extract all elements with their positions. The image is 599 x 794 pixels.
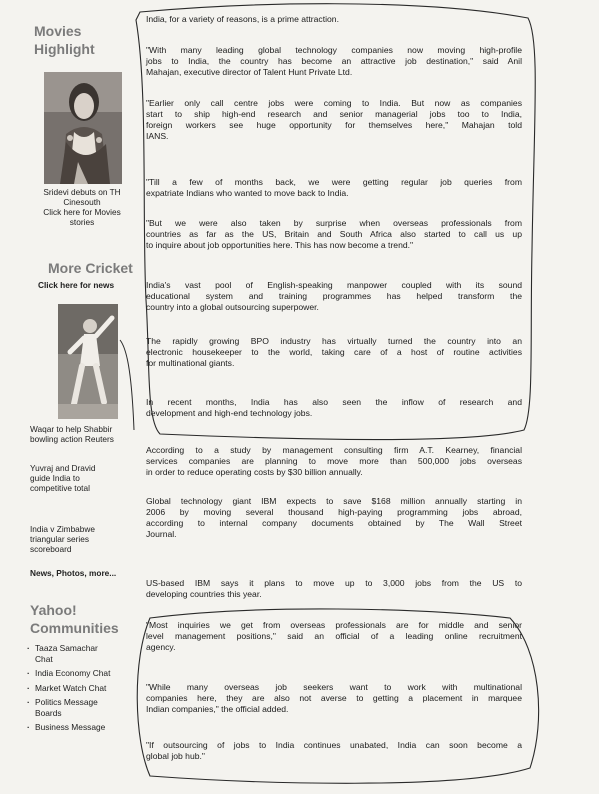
paragraph-line: agency. — [146, 641, 176, 652]
article-paragraph — [146, 45, 522, 78]
paragraph-line: country into a global outsourcing superpower. — [146, 301, 319, 312]
article-paragraph — [146, 336, 522, 369]
cricket-story-2[interactable] — [30, 463, 142, 493]
paragraph-line: Global technology giant IBM expects to save $168 million annually starting in — [146, 496, 522, 506]
paragraph-line: "Earlier only call centre jobs were coming to India. But now as companies — [146, 98, 522, 108]
cricket-story-3-line1: India v Zimbabwe — [30, 524, 96, 534]
movie-photo[interactable] — [44, 72, 122, 184]
paragraph-line: 2006 by moving several thousand high-paying programming jobs abroad, — [146, 506, 522, 517]
list-item[interactable] — [26, 643, 138, 664]
cricket-news-link[interactable]: Click here for news — [38, 280, 115, 290]
list-item[interactable] — [26, 697, 138, 718]
cricket-story-2-line2: guide India to — [30, 473, 80, 483]
article-paragraph — [146, 218, 522, 251]
paragraph-line: US-based IBM says it plans to move up to 3,000 jobs from the US to — [146, 578, 522, 588]
paragraph-line: foreign workers see huge opportunity for themselves here," Mahajan told — [146, 119, 522, 130]
article-paragraph — [146, 397, 522, 419]
cricket-bowler-photo-icon — [58, 304, 118, 419]
cricket-story-2-line1: Yuvraj and Dravid — [30, 463, 96, 473]
paragraph-line: electronic housekeeper to the world, taking care of a host of routine activities — [146, 346, 522, 357]
yahoo-title-line1: Yahoo! — [30, 602, 77, 618]
article-paragraph — [146, 445, 522, 478]
yahoo-item-line1: · Business Message — [35, 722, 106, 732]
cricket-story-3-line2: triangular series — [30, 534, 90, 544]
paragraph-line: in order to reduce operating costs by $30 billion annually. — [146, 466, 363, 477]
movies-title-line1: Movies — [34, 23, 82, 39]
paragraph-line: educational system and training programmes has helped transform the — [146, 290, 522, 301]
article-paragraph — [146, 14, 522, 25]
paragraph-line: to inquire about job opportunities here. This has now become a trend." — [146, 239, 414, 250]
paragraph-line: "Till a few of months back, we were getting regular job queries from — [146, 177, 522, 187]
cricket-photo-caption[interactable] — [30, 424, 142, 444]
cricket-caption-line2: bowling action Reuters — [30, 434, 114, 444]
paragraph-line: development and high-end technology jobs. — [146, 407, 313, 418]
cricket-story-3[interactable] — [30, 524, 142, 554]
paragraph-line: Journal. — [146, 528, 177, 539]
yahoo-item-line1: · India Economy Chat — [35, 668, 111, 678]
yahoo-item-line1: · Politics Message — [35, 697, 98, 707]
cricket-photo[interactable] — [58, 304, 118, 419]
paragraph-line: In recent months, India has also seen the inflow of research and — [146, 397, 522, 407]
yahoo-item-line1: · Taaza Samachar — [35, 643, 98, 653]
paragraph-line: "Most inquiries we get from overseas professionals are for middle and senior — [146, 620, 522, 630]
paragraph-line: "But we were also taken by surprise when overseas professionals from — [146, 218, 522, 228]
paragraph-line: for multinational giants. — [146, 357, 235, 368]
paragraph-line: India, for a variety of reasons, is a prime attraction. — [146, 14, 339, 24]
paragraph-line: services companies are planning to move more than 500,000 jobs overseas — [146, 455, 522, 466]
cricket-caption-line1: Waqar to help Shabbir — [30, 424, 113, 434]
movie-caption[interactable] — [26, 187, 138, 227]
article-paragraph — [146, 496, 522, 540]
article-paragraph — [146, 98, 522, 142]
paragraph-line: start to ship high-end research and senior managerial jobs too to India, — [146, 108, 522, 119]
news-photos-more-link[interactable]: News, Photos, more... — [30, 568, 117, 578]
paragraph-line: developing countries this year. — [146, 588, 262, 599]
list-item[interactable] — [26, 683, 138, 694]
movies-highlight-title — [34, 22, 95, 58]
paragraph-line: IANS. — [146, 130, 169, 141]
yahoo-communities-list — [26, 643, 138, 737]
yahoo-communities-title — [30, 601, 119, 637]
paragraph-line: "With many leading global technology companies now moving high-profile — [146, 45, 522, 55]
movie-caption-line3[interactable]: Click here for Movies — [43, 207, 121, 217]
movie-caption-line4[interactable]: stories — [69, 217, 95, 227]
yahoo-item-line2: Boards — [35, 707, 62, 718]
paragraph-line: India's vast pool of English-speaking manpower coupled with its sound — [146, 280, 522, 290]
yahoo-item-line1: · Market Watch Chat — [35, 682, 107, 693]
article-paragraph — [146, 682, 522, 715]
cricket-story-3-line3: scoreboard — [30, 544, 72, 554]
movie-caption-line1: Sridevi debuts on TH — [43, 187, 121, 197]
paragraph-line: expatriate Indians who wanted to move back to India. — [146, 187, 349, 198]
article-paragraph — [146, 620, 522, 653]
article-paragraph — [146, 280, 522, 313]
paragraph-line: global job hub." — [146, 750, 205, 761]
yahoo-title-line2: Communities — [30, 620, 119, 636]
paragraph-line: level management positions," said an official of a leading online recruitment — [146, 630, 522, 641]
paragraph-line: Mahajan, executive director of Talent Hunt Private Ltd. — [146, 66, 353, 77]
paragraph-line: according to internal company documents obtained by The Wall Street — [146, 517, 522, 528]
paragraph-line: countries as far as the US, Britain and South Africa also started to call us up — [146, 228, 522, 239]
article-paragraph — [146, 740, 522, 762]
paragraph-line: Indian companies," the official added. — [146, 703, 289, 714]
article-paragraph — [146, 578, 522, 600]
paragraph-line: According to a study by management consulting firm A.T. Kearney, financial — [146, 445, 522, 455]
list-item[interactable] — [26, 722, 138, 733]
yahoo-item-line2: Chat — [35, 653, 53, 664]
paragraph-line: The rapidly growing BPO industry has virtually turned the country into an — [146, 336, 522, 346]
paragraph-line: "If outsourcing of jobs to India continues unabated, India can soon become a — [146, 740, 522, 750]
more-cricket-title: More Cricket — [48, 260, 133, 276]
list-item[interactable] — [26, 668, 138, 679]
paragraph-line: companies here, they are also not averse to getting a placement in marquee — [146, 692, 522, 703]
movie-caption-line2: Cinesouth — [63, 197, 101, 207]
paragraph-line: "While many overseas job seekers want to work with multinational — [146, 682, 522, 692]
article-paragraph — [146, 177, 522, 199]
movies-title-line2: Highlight — [34, 41, 95, 57]
woman-in-sari-photo-icon — [44, 72, 122, 184]
paragraph-line: jobs to India, the country has become an attractive job destination," said Anil — [146, 55, 522, 66]
cricket-story-2-line3: competitive total — [30, 483, 90, 493]
pen-stroke-left — [120, 340, 134, 430]
